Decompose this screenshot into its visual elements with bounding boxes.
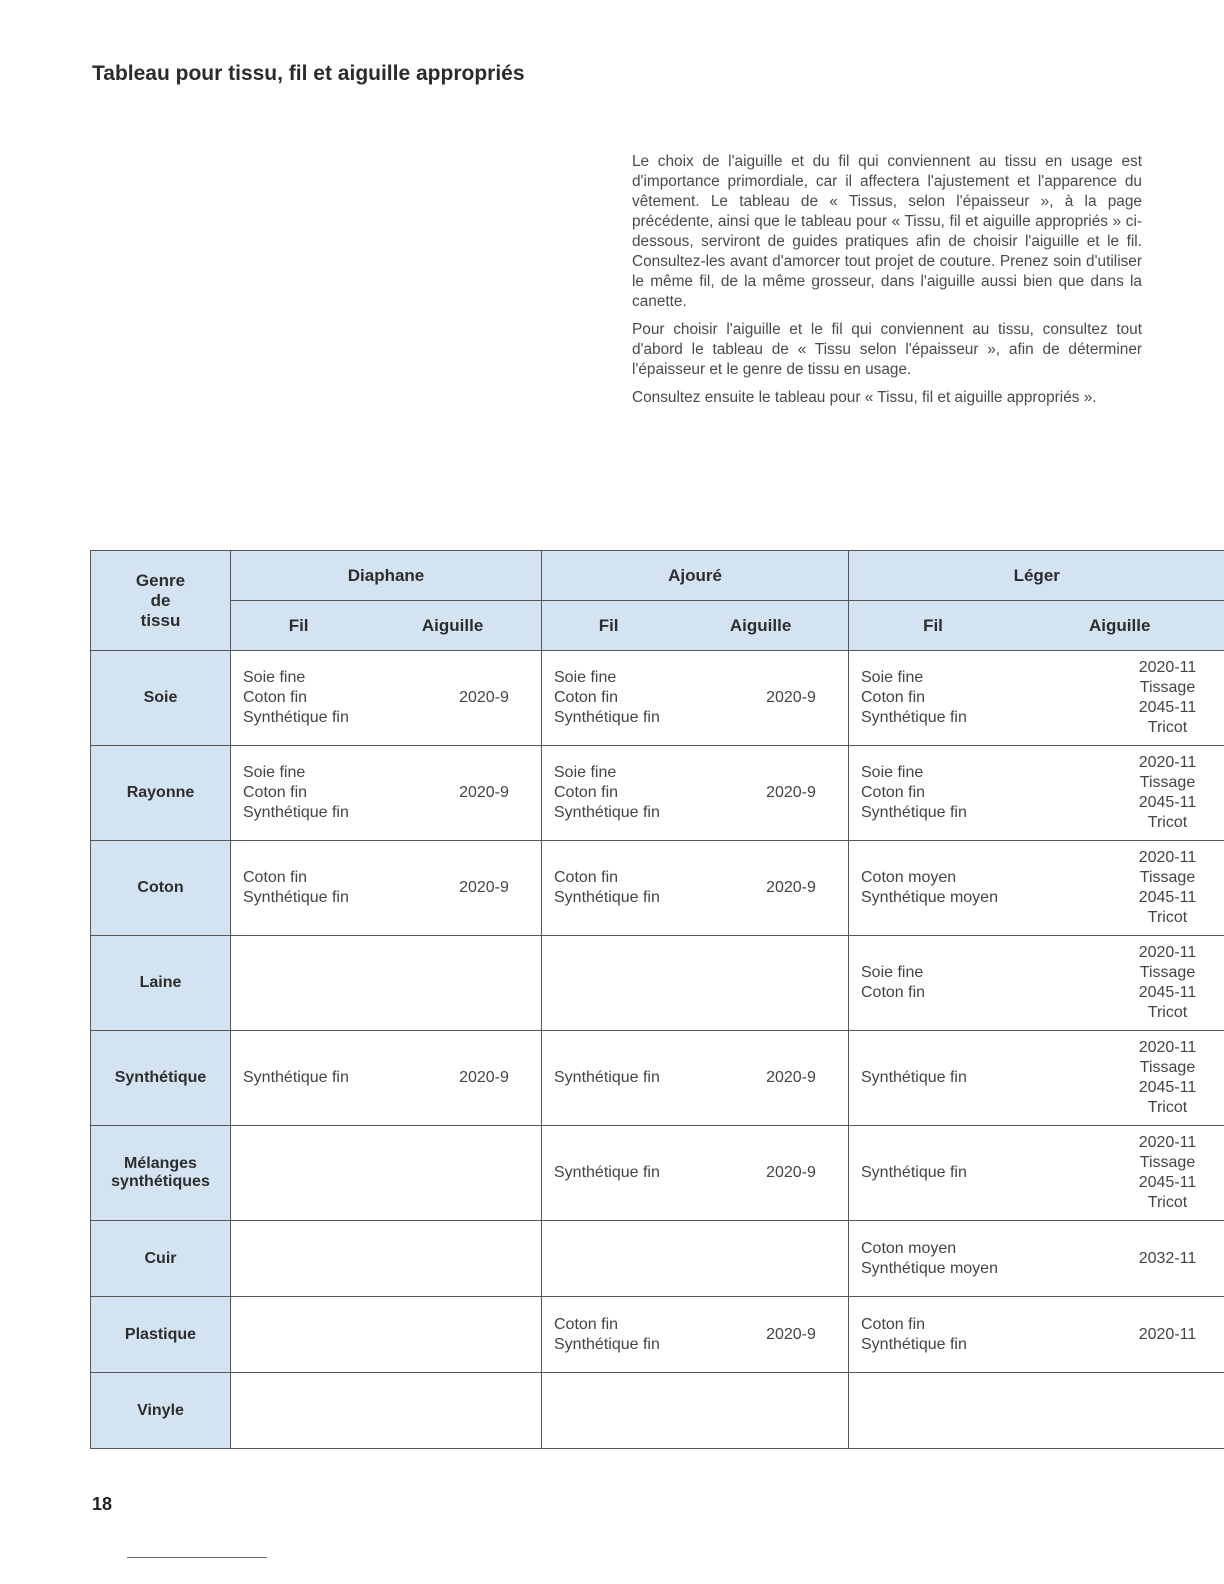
cell-content [542,868,848,908]
corner-line: tissu [140,610,181,630]
needle-item: 2045-11 [1138,1079,1197,1096]
thread-item: Coton fin [554,689,619,706]
needle-item: 2020-11 [1138,944,1197,961]
thread-item: Coton fin [554,869,619,886]
row-header: Rayonne [91,746,231,841]
thread-list [861,1163,1123,1183]
needle-item: Tissage [1139,1059,1196,1076]
table-row [91,746,1224,841]
needle-item: 2020-9 [459,784,509,801]
needle-list [746,1325,836,1345]
cell-content [542,763,848,823]
thread-list [554,1068,746,1088]
thread-item: Synthétique fin [554,1069,660,1086]
cell-content [849,658,1224,738]
thread-item: Coton fin [861,689,926,706]
row-header: Coton [91,841,231,936]
thread-item: Coton fin [861,784,926,801]
needle-list [746,783,836,803]
thread-item: Coton fin [861,1315,926,1333]
table-row [91,1373,1224,1449]
thread-item: Synthétique fin [861,804,967,821]
subheader-aiguille: Aiguille [729,615,792,635]
needle-item: Tricot [1147,909,1188,926]
subheader-aiguille: Aiguille [1089,615,1151,635]
thread-item: Coton fin [861,984,926,1001]
needle-list [746,878,836,898]
row-header: Cuir [91,1221,231,1297]
needle-list [1123,1325,1213,1345]
table-cell [542,1031,849,1126]
thread-item: Soie fine [861,764,924,781]
needle-item: 2020-11 [1138,1039,1197,1056]
table-cell [849,1031,1224,1126]
intro-paragraph: Le choix de l'aiguille et du fil qui conviennent au tissu en usage est d'importance primordiale, car il affectera l'ajustement et l'apparence du vêtement. Le tableau de « Tissus, selon l'épaisseur », à la page précédente, ainsi que le tableau pour « Tissu, fil et aiguille appropriés » ci-dessous, serviront de guides pratiques afin de choisir l'aiguille et le fil. Consultez-les avant d'amorcer tout projet de couture. Prenez soin d'utiliser le même fil, de la même grosseur, dans l'aiguille aussi bien que dans la canette. [632,153,1142,310]
subheader-ajoure [542,601,849,651]
table-cell [542,841,849,936]
page-number: 18 [92,1494,113,1514]
needle-item: Tricot [1147,1099,1188,1116]
table-cell [231,1126,542,1221]
needle-item: Tissage [1139,1154,1196,1171]
thread-item: Coton fin [243,689,308,706]
cell-content [231,763,541,823]
corner-line: Genre [135,570,186,590]
table-row [91,1297,1224,1373]
thread-item: Soie fine [243,669,306,686]
table-cell [849,841,1224,936]
thread-list [243,1068,439,1088]
fabric-thread-needle-table-wrap [90,550,1224,1449]
needle-item: 2045-11 [1138,984,1197,1001]
thread-item: Synthétique moyen [861,1259,998,1277]
cell-content [849,1038,1224,1118]
table-cell [231,936,542,1031]
group-header-diaphane: Diaphane [231,551,542,601]
subheader-diaphane [231,601,542,651]
subheader-fil: Fil [923,615,943,635]
thread-item: Coton fin [243,869,308,886]
subheader-leger [849,601,1224,651]
table-cell [849,1373,1224,1449]
intro-paragraph: Pour choisir l'aiguille et le fil qui conviennent au tissu, consultez tout d'abord le tableau de « Tissu selon l'épaisseur », afin de déterminer l'épaisseur et le genre de tissu en usage. [632,321,1142,378]
table-row [91,651,1224,746]
needle-item: Tricot [1147,719,1188,736]
table-cell [231,841,542,936]
needle-item: 2032-11 [1138,1249,1197,1267]
row-header: Plastique [91,1297,231,1373]
needle-item: 2020-11 [1138,659,1197,676]
needle-item: 2020-9 [459,879,509,896]
needle-item: 2020-9 [459,689,509,706]
thread-item: Synthétique fin [554,889,660,906]
thread-list [554,1163,746,1183]
thread-item: Synthétique fin [554,804,660,821]
row-header: Vinyle [91,1373,231,1449]
intro-paragraph: Consultez ensuite le tableau pour « Tissu, fil et aiguille appropriés ». [632,389,1097,406]
cell-content [231,1068,541,1088]
table-row [91,1221,1224,1297]
table-cell [849,1297,1224,1373]
thread-list [861,1239,1123,1279]
thread-item: Synthétique fin [243,889,349,906]
thread-item: Coton fin [554,784,619,801]
table-cell [542,1126,849,1221]
thread-item: Coton fin [554,1315,619,1333]
needle-list [439,1068,529,1088]
needle-item: 2020-9 [766,1164,816,1181]
table-cell [542,651,849,746]
thread-item: Coton fin [243,784,308,801]
thread-item: Synthétique fin [861,1335,967,1353]
table-cell [849,651,1224,746]
thread-item: Synthétique fin [861,1164,967,1181]
row-header: Soie [91,651,231,746]
thread-list [554,668,746,728]
needle-item: Tissage [1139,869,1196,886]
thread-item: Soie fine [243,764,306,781]
needle-item: Tricot [1147,814,1188,831]
thread-item: Synthétique fin [243,804,349,821]
needle-item: Tricot [1147,1004,1188,1021]
table-cell [542,746,849,841]
needle-list [439,688,529,708]
needle-list [1123,1249,1213,1269]
table-row [91,1126,1224,1221]
thread-item: Synthétique fin [861,709,967,726]
table-cell [231,746,542,841]
thread-item: Synthétique fin [554,709,660,726]
table-cell [231,1373,542,1449]
needle-list [1123,943,1213,1023]
table-cell [231,651,542,746]
thread-list [861,1315,1123,1355]
table-cell [231,1031,542,1126]
needle-item: Tricot [1147,1194,1188,1211]
intro-text [632,152,1142,416]
table-row [91,841,1224,936]
needle-item: 2020-11 [1138,1325,1197,1343]
thread-list [861,668,1123,728]
table-cell [231,1297,542,1373]
needle-item: 2020-11 [1138,1134,1197,1151]
thread-item: Soie fine [554,669,617,686]
needle-item: 2020-9 [766,784,816,801]
thread-list [861,763,1123,823]
needle-item: 2020-9 [766,689,816,706]
needle-list [1123,658,1213,738]
thread-list [554,763,746,823]
subheader-fil: Fil [288,615,309,635]
table-cell [231,1221,542,1297]
table-row [91,1031,1224,1126]
group-header-leger: Léger [849,551,1224,601]
thread-list [243,868,439,908]
needle-item: Tissage [1139,774,1196,791]
cell-content [542,668,848,728]
thread-item: Synthétique fin [554,1335,660,1353]
cell-content [849,1133,1224,1213]
cell-content [542,1315,848,1355]
table-body [91,651,1224,1449]
needle-list [439,878,529,898]
thread-item: Coton moyen [861,1239,957,1257]
needle-item: 2045-11 [1138,699,1197,716]
needle-item: 2045-11 [1138,1174,1197,1191]
corner-header [91,551,231,651]
needle-list [1123,848,1213,928]
needle-item: 2020-9 [459,1069,509,1086]
table-cell [849,1126,1224,1221]
footnote-rule [127,1557,267,1558]
thread-item: Soie fine [861,669,924,686]
cell-content [231,668,541,728]
cell-content [542,1068,848,1088]
thread-item: Soie fine [554,764,617,781]
needle-list [746,1068,836,1088]
needle-list [1123,753,1213,833]
subheader-fil: Fil [598,615,619,635]
thread-item: Soie fine [861,964,924,981]
table-cell [542,1221,849,1297]
cell-content [849,1239,1224,1279]
thread-list [554,868,746,908]
cell-content [849,753,1224,833]
subheader-aiguille: Aiguille [421,615,484,635]
table-cell [542,1373,849,1449]
thread-list [861,963,1123,1003]
needle-item: Tissage [1139,679,1196,696]
needle-item: 2020-9 [766,1069,816,1086]
thread-list [861,868,1123,908]
needle-item: 2020-9 [766,879,816,896]
thread-item: Coton moyen [861,869,957,886]
table-cell [542,936,849,1031]
cell-content [849,848,1224,928]
row-header: Laine [91,936,231,1031]
needle-item: 2045-11 [1138,889,1197,906]
needle-list [746,1163,836,1183]
thread-list [243,763,439,823]
row-header: Synthétique [91,1031,231,1126]
table-row [91,936,1224,1031]
group-header-ajoure: Ajouré [542,551,849,601]
row-header: Mélanges synthétiques [91,1126,231,1221]
fabric-thread-needle-table [90,550,1224,1449]
thread-list [861,1068,1123,1088]
needle-item: 2020-11 [1138,754,1197,771]
table-cell [849,746,1224,841]
needle-item: 2020-11 [1138,849,1197,866]
needle-list [746,688,836,708]
thread-item: Synthétique fin [554,1164,660,1181]
thread-list [554,1315,746,1355]
needle-list [1123,1133,1213,1213]
needle-item: Tissage [1139,964,1196,981]
needle-list [439,783,529,803]
thread-item: Synthétique fin [243,1069,349,1086]
table-cell [849,1221,1224,1297]
cell-content [231,868,541,908]
cell-content [542,1163,848,1183]
table-cell [849,936,1224,1031]
table-cell [542,1297,849,1373]
needle-item: 2045-11 [1138,794,1197,811]
thread-item: Synthétique moyen [861,889,998,906]
needle-item: 2020-9 [766,1325,816,1343]
corner-line: de [150,590,171,610]
thread-item: Synthétique fin [861,1069,967,1086]
needle-list [1123,1038,1213,1118]
page-title: Tableau pour tissu, fil et aiguille appropriés [92,62,525,85]
thread-item: Synthétique fin [243,709,349,726]
cell-content [849,1315,1224,1355]
thread-list [243,668,439,728]
cell-content [849,943,1224,1023]
